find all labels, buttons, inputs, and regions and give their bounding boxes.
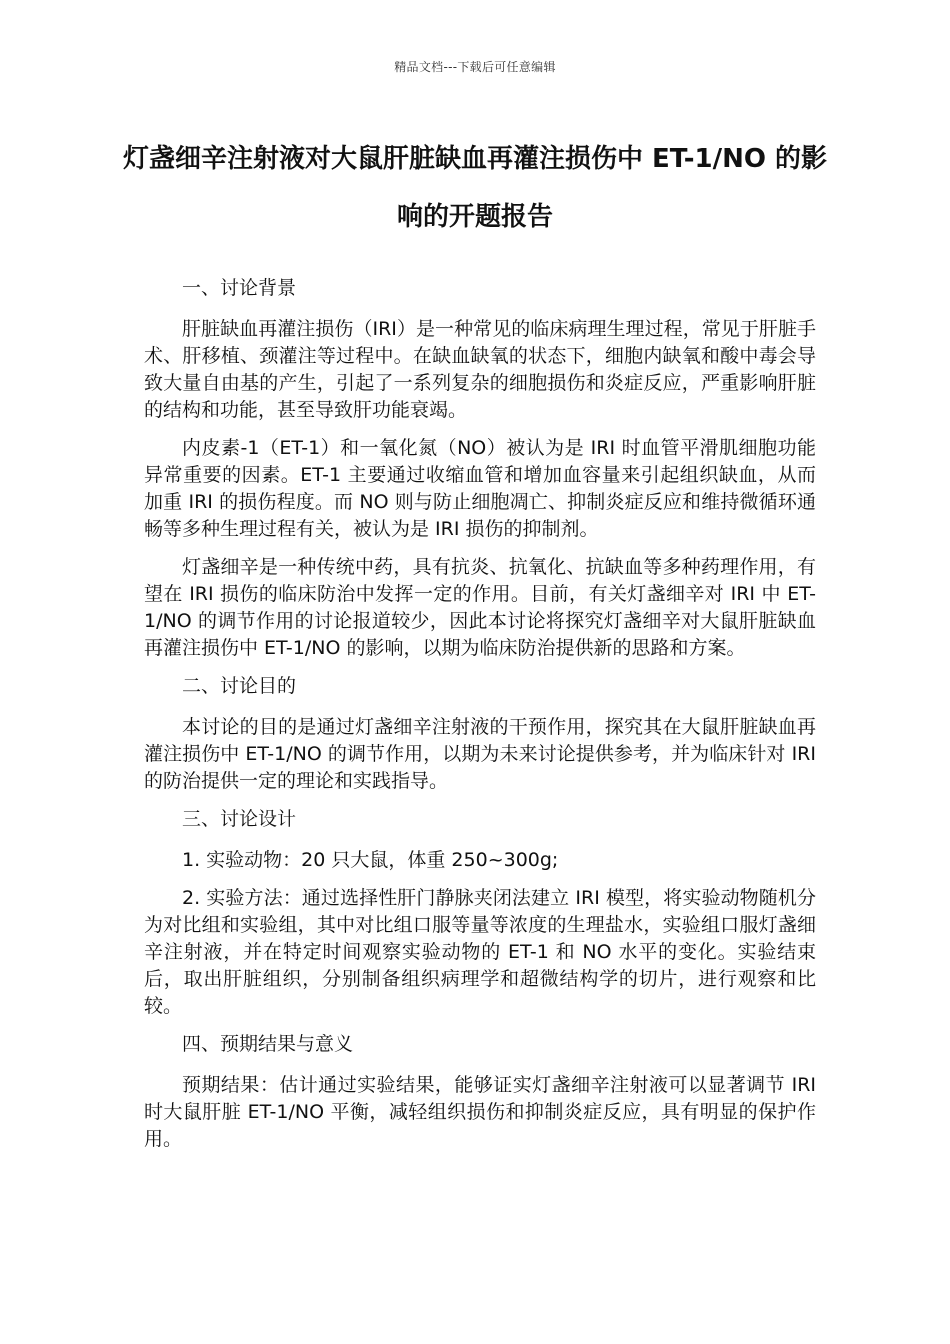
paragraph-background-3: 灯盏细辛是一种传统中药，具有抗炎、抗氧化、抗缺血等多种药理作用，有望在 IRI 损伤的临床防治中发挥一定的作用。目前，有关灯盏细辛对 IRI 中 ET-1/NO 的调节作用的讨论报道较少，因此本讨论将探究灯盏细辛对大鼠肝脏缺血再灌注损伤中 ET-1/NO 的影响，以期为临床防治提供新的思路和方案。 <box>144 556 816 659</box>
design-item-methods: 2. 实验方法：通过选择性肝门静脉夹闭法建立 IRI 模型，将实验动物随机分为对比组和实验组，其中对比组口服等量等浓度的生理盐水，实验组口服灯盏细辛注射液，并在特定时间观察实验动物的 ET-1 和 NO 水平的变化。实验结束后，取出肝脏组织，分别制备组织病理学和超微结构学的切片，进行观察和比较。 <box>144 887 816 1017</box>
paragraph-purpose: 本讨论的目的是通过灯盏细辛注射液的干预作用，探究其在大鼠肝脏缺血再灌注损伤中 ET-1/NO 的调节作用，以期为未来讨论提供参考，并为临床针对 IRI 的防治提供一定的理论和实践指导。 <box>144 716 816 792</box>
section-heading-purpose: 二、讨论目的 <box>182 675 297 697</box>
section-heading-expected-results: 四、预期结果与意义 <box>182 1033 354 1055</box>
page-header: 精品文档---下载后可任意编辑 <box>394 60 556 74</box>
paragraph-expected-results: 预期结果：估计通过实验结果，能够证实灯盏细辛注射液可以显著调节 IRI 时大鼠肝脏 ET-1/NO 平衡，减轻组织损伤和抑制炎症反应，具有明显的保护作用。 <box>144 1074 816 1150</box>
paragraph-background-1: 肝脏缺血再灌注损伤（IRI）是一种常见的临床病理生理过程，常见于肝脏手术、肝移植、颈灌注等过程中。在缺血缺氧的状态下，细胞内缺氧和酸中毒会导致大量自由基的产生，引起了一系列复杂的细胞损伤和炎症反应，严重影响肝脏的结构和功能，甚至导致肝功能衰竭。 <box>144 318 816 421</box>
section-heading-background: 一、讨论背景 <box>182 277 297 299</box>
section-heading-design: 三、讨论设计 <box>182 808 297 830</box>
design-item-animals: 1. 实验动物：20 只大鼠，体重 250~300g; <box>182 849 559 871</box>
document-title: 灯盏细辛注射液对大鼠肝脏缺血再灌注损伤中 ET-1/NO 的影响的开题报告 <box>122 144 828 232</box>
document-body <box>144 275 816 1164</box>
paragraph-background-2: 内皮素-1（ET-1）和一氧化氮（NO）被认为是 IRI 时血管平滑肌细胞功能异常重要的因素。ET-1 主要通过收缩血管和增加血容量来引起组织缺血，从而加重 IRI 的损伤程度。而 NO 则与防止细胞凋亡、抑制炎症反应和维持微循环通畅等多种生理过程有关，被认为是 IRI 损伤的抑制剂。 <box>144 437 816 540</box>
